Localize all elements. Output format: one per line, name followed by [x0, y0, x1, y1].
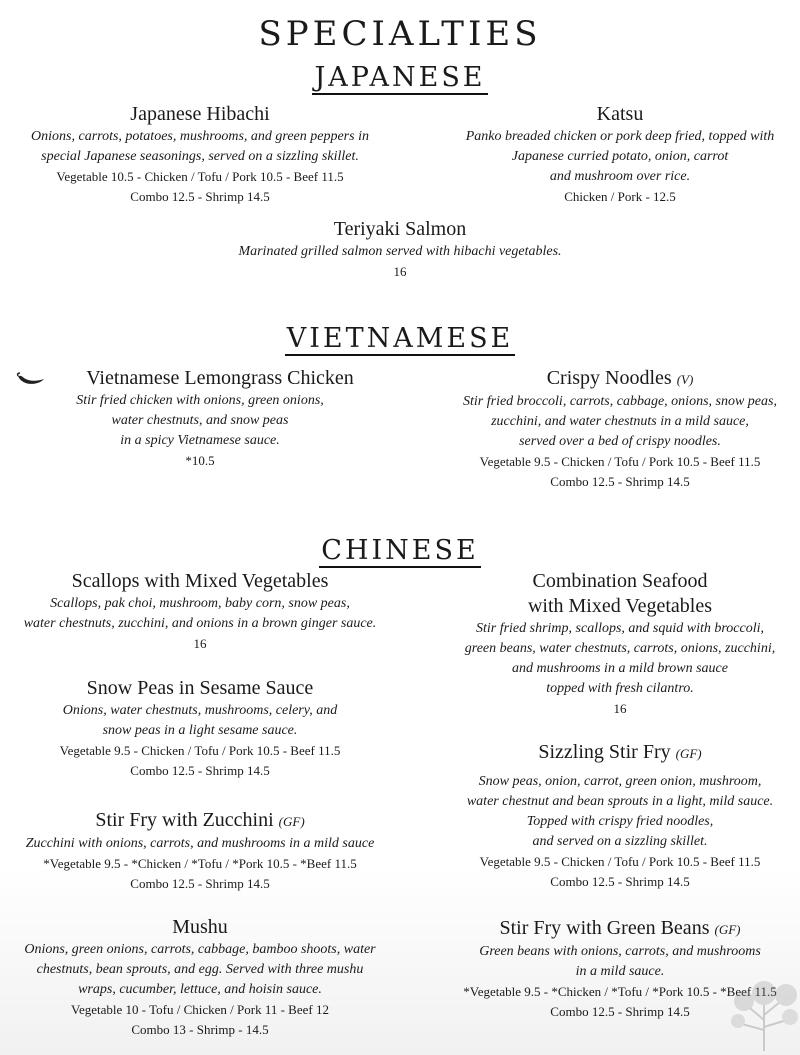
- item-description: Stir fried chicken with onions, green onions, water chestnuts, and snow peas in a spicy Vietnamese sauce.: [76, 393, 324, 448]
- item-name: Scallops with Mixed Vegetables: [71, 570, 329, 592]
- menu-item-teriyaki-salmon: [200, 217, 600, 282]
- section-heading-vietnamese: VIETNAMESE: [286, 323, 514, 354]
- item-name: Japanese Hibachi: [130, 103, 270, 125]
- menu-item-mushu: [0, 915, 400, 1040]
- section-heading-japanese: JAPANESE: [314, 62, 486, 93]
- item-name: Crispy Noodles (V): [546, 367, 694, 389]
- item-tag: (GF): [278, 814, 305, 829]
- menu-item-sizzling-stir-fry: [440, 740, 800, 892]
- item-price: Vegetable 9.5 - Chicken / Tofu / Pork 10.5 - Beef 11.5 Combo 12.5 - Shrimp 14.5: [479, 854, 761, 889]
- item-price: *10.5: [185, 453, 215, 468]
- menu-item-katsu: [440, 102, 800, 207]
- item-price: 16: [613, 701, 627, 716]
- menu-item-scallops-mixed-vegetables: [0, 569, 400, 654]
- item-name: Mushu: [172, 916, 228, 938]
- page-title: SPECIALTIES: [258, 14, 542, 54]
- item-description: Marinated grilled salmon served with hibachi vegetables.: [238, 244, 562, 259]
- menu-item-japanese-hibachi: [0, 102, 400, 207]
- item-name: Stir Fry with Green Beans (GF): [499, 917, 741, 939]
- menu-item-snow-peas-sesame: [0, 676, 400, 781]
- item-price: Chicken / Pork - 12.5: [564, 189, 676, 204]
- item-price: Vegetable 9.5 - Chicken / Tofu / Pork 10.5 - Beef 11.5 Combo 12.5 - Shrimp 14.5: [479, 454, 761, 489]
- item-description: Onions, green onions, carrots, cabbage, bamboo shoots, water chestnuts, bean sprouts, and egg. Served with three mushu wraps, cucumber, lettuce, and hoisin sauce.: [24, 942, 376, 997]
- item-description: Snow peas, onion, carrot, green onion, mushroom, water chestnut and bean sprouts in a light, mild sauce. Topped with crispy fried noodles, and served on a sizzling skillet.: [466, 774, 774, 849]
- item-name: Combination Seafood: [532, 570, 708, 592]
- item-description: Stir fried broccoli, carrots, cabbage, onions, snow peas, zucchini, and water chestnuts in a mild sauce, served over a bed of crispy noodles.: [463, 394, 777, 449]
- item-description: Onions, water chestnuts, mushrooms, celery, and snow peas in a light sesame sauce.: [62, 703, 338, 738]
- item-price: *Vegetable 9.5 - *Chicken / *Tofu / *Pork 10.5 - *Beef 11.5 Combo 12.5 - Shrimp 14.5: [43, 856, 357, 891]
- item-tag: (GF): [675, 746, 702, 761]
- item-description: Green beans with onions, carrots, and mushrooms in a mild sauce.: [479, 944, 761, 979]
- item-description: Panko breaded chicken or pork deep fried, topped with Japanese curried potato, onion, carrot and mushroom over rice.: [465, 129, 775, 184]
- item-name: Vietnamese Lemongrass Chicken: [86, 367, 354, 389]
- item-name: Katsu: [596, 103, 644, 125]
- menu-item-crispy-noodles: [440, 366, 800, 492]
- menu-item-stir-fry-zucchini: [0, 808, 400, 894]
- item-description: Onions, carrots, potatoes, mushrooms, and green peppers in special Japanese seasonings, served on a sizzling skillet.: [31, 129, 369, 164]
- item-name: Stir Fry with Zucchini (GF): [95, 809, 305, 831]
- item-description: Stir fried shrimp, scallops, and squid with broccoli, green beans, water chestnuts, carrots, onions, zucchini, and mushrooms in a mild brown sauce topped with fresh cilantro.: [464, 621, 776, 696]
- item-price: Vegetable 10 - Tofu / Chicken / Pork 11 - Beef 12 Combo 13 - Shrimp - 14.5: [71, 1002, 329, 1037]
- item-tag: (GF): [714, 922, 741, 937]
- item-price: 16: [393, 264, 407, 279]
- item-name: Snow Peas in Sesame Sauce: [86, 677, 314, 699]
- item-price: *Vegetable 9.5 - *Chicken / *Tofu / *Pork 10.5 - *Beef 11.5 Combo 12.5 - Shrimp 14.5: [463, 984, 777, 1019]
- item-name-line-2: with Mixed Vegetables: [527, 595, 713, 617]
- menu-item-combination-seafood: [440, 569, 800, 719]
- item-name: Teriyaki Salmon: [333, 218, 467, 240]
- item-price: 16: [193, 636, 207, 651]
- item-description: Scallops, pak choi, mushroom, baby corn, snow peas, water chestnuts, zucchini, and onions in a brown ginger sauce.: [23, 596, 377, 631]
- section-heading-chinese: CHINESE: [321, 535, 479, 566]
- item-price: Vegetable 10.5 - Chicken / Tofu / Pork 10.5 - Beef 11.5 Combo 12.5 - Shrimp 14.5: [56, 169, 344, 204]
- menu-item-lemongrass-chicken: [0, 366, 400, 471]
- tree-decoration-icon: [730, 975, 798, 1051]
- item-name: Sizzling Stir Fry (GF): [538, 741, 702, 763]
- item-description: Zucchini with onions, carrots, and mushrooms in a mild sauce: [25, 836, 375, 851]
- item-price: Vegetable 9.5 - Chicken / Tofu / Pork 10.5 - Beef 11.5 Combo 12.5 - Shrimp 14.5: [59, 743, 341, 778]
- item-tag: (V): [676, 372, 694, 387]
